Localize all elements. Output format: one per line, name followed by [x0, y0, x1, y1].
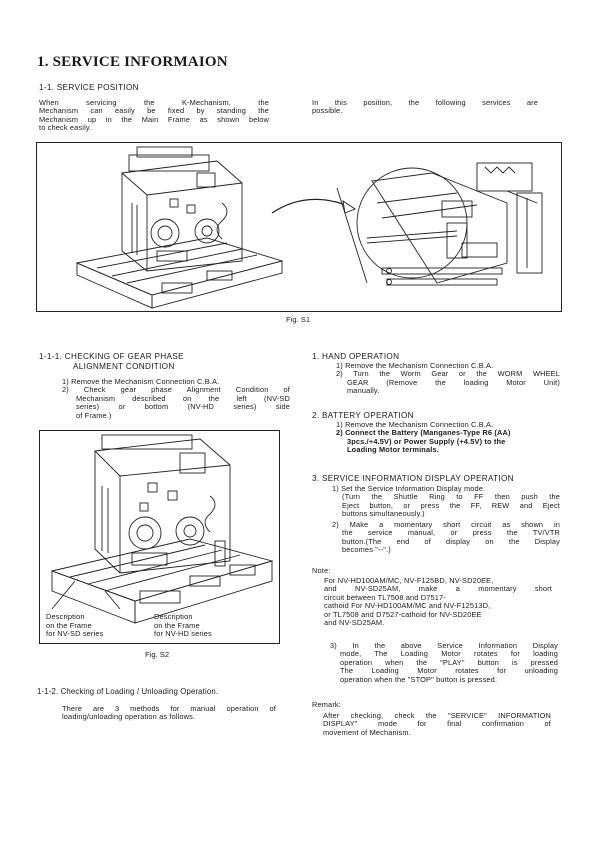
- note-line: and NV-SD25AM, make a momentary short: [324, 584, 552, 594]
- remark-paragraph: [323, 712, 551, 737]
- step-item: 1) Remove the Mechanism Connection C.B.A.: [336, 361, 494, 370]
- step-item: Eject button, or press the FF, REW and Eject: [342, 500, 560, 510]
- label-line: on the Frame: [154, 620, 200, 630]
- remark-line: After checking, check the "SERVICE" INFORMATION: [323, 711, 551, 720]
- step-item: Loading Motor terminals.: [347, 445, 439, 455]
- label-description-nv-hd: [154, 613, 212, 639]
- step-item: series) or bottom (NV-HD series) side: [76, 402, 290, 412]
- service-position-paragraph: [39, 99, 269, 133]
- figure-s1: [36, 142, 562, 312]
- note-line: circuit between TL7508 and D7517-: [324, 592, 446, 602]
- text-line: Mechanism up in the Main Frame as shown below: [39, 114, 269, 124]
- remark-label: Remark:: [312, 700, 341, 709]
- text-line: to check easily.: [39, 123, 92, 133]
- step-item: 2) Make a momentary short circuit as shown in: [332, 520, 560, 529]
- step-item: 3pcs./+4.5V) or Power Supply (+4.5V) to the: [347, 436, 506, 446]
- step-item: 1) Remove the Mechanism Connection C.B.A.: [62, 377, 220, 386]
- battery-operation-heading: 2. BATTERY OPERATION: [312, 411, 414, 420]
- step-item: becomes "--".): [342, 545, 391, 555]
- gear-phase-steps: [62, 378, 290, 420]
- note-paragraph: [324, 577, 552, 627]
- step-item: (Turn the Shuttle Ring to FF then push the: [342, 492, 560, 502]
- text-line: loading/unloading operation as follows.: [62, 712, 196, 722]
- label-line: for NV-HD series: [154, 629, 212, 639]
- step-item: The Loading Motor rotates for unloading: [340, 666, 558, 676]
- battery-operation-steps: [336, 421, 560, 455]
- text-line: possible.: [312, 106, 343, 116]
- loading-paragraph: [62, 705, 276, 722]
- label-line: Description: [46, 612, 85, 621]
- mechanism-service-position-illustration: [37, 143, 561, 311]
- remark-line: DISPLAY" mode for final confirmation of: [323, 719, 551, 729]
- step-item: mode, The Loading Motor rotates for loading: [340, 649, 558, 659]
- step-item: 2) Check gear phase Alignment Condition of: [62, 385, 290, 395]
- step-item: buttons simultaneously.): [342, 509, 425, 519]
- step-item: 2) Turn the Worm Gear or the WORM WHEEL: [336, 369, 560, 379]
- heading-line: 1-1-1. CHECKING OF GEAR PHASE: [39, 352, 184, 361]
- note-line: cathoid For NV-HD100AM/MC and NV-F12513D,: [324, 601, 491, 611]
- text-line: When servicing the K-Mechanism, the: [39, 98, 269, 107]
- remark-line: movement of Mechanism.: [323, 727, 411, 737]
- step-item: 2) Connect the Battery (Manganes-Type R6 (AA): [336, 428, 511, 438]
- hand-operation-heading: 1. HAND OPERATION: [312, 352, 400, 361]
- display-operation-step3: [330, 642, 558, 684]
- step-item: of Frame.): [76, 410, 112, 420]
- note-label: Note:: [312, 566, 331, 575]
- step-item: operation when the "STOP" button is pressed.: [340, 674, 498, 684]
- figure-s2: [39, 430, 280, 644]
- label-line: for NV-SD series: [46, 629, 104, 639]
- figure-s2-caption: Fig. S2: [145, 650, 170, 659]
- display-operation-heading: 3. SERVICE INFORMATION DISPLAY OPERATION: [312, 474, 514, 483]
- label-line: Description: [154, 612, 193, 621]
- note-line: and NV-SD25AM.: [324, 618, 385, 628]
- display-operation-step2: [332, 521, 560, 555]
- display-operation-step1: [332, 485, 560, 519]
- note-line: or TL7508 and D7527-cathoid for NV-SD20EE: [324, 609, 482, 619]
- label-line: on the Frame: [46, 620, 92, 630]
- hand-operation-steps: [336, 362, 560, 396]
- note-line: For NV-HD100AM/MC, NV-F125BD, NV-SD20EE,: [324, 576, 494, 585]
- step-item: the service manual, or press the TV/VTR: [342, 528, 560, 538]
- step-item: operation when the "PLAY" button is pressed: [340, 657, 558, 667]
- section-heading-gear-phase: [39, 352, 184, 371]
- text-line: In this position, the following services are: [312, 98, 538, 107]
- step-item: Mechanism described on the left (NV-SD: [76, 393, 290, 403]
- step-item: manually.: [347, 386, 380, 396]
- step-item: button.(The end of display on the Display: [342, 536, 560, 546]
- page-title: 1. SERVICE INFORMAION: [37, 54, 228, 70]
- step-item: 1) Set the Service Information Display mode.: [332, 484, 486, 493]
- heading-line: ALIGNMENT CONDITION: [73, 361, 175, 371]
- step-item: 1) Remove the Mechanism Connection C.B.A.: [336, 420, 494, 429]
- text-line: Mechanism can easily be fixed by standing the: [39, 106, 269, 116]
- section-heading-service-position: 1-1. SERVICE POSITION: [39, 83, 139, 92]
- label-description-nv-sd: [46, 613, 103, 639]
- step-item: 3) In the above Service Information Display: [330, 641, 558, 650]
- text-line: There are 3 methods for manual operation of: [62, 704, 276, 713]
- figure-s1-caption: Fig. S1: [286, 315, 311, 324]
- service-position-right-paragraph: [312, 99, 538, 116]
- step-item: GEAR (Remove the loading Motor Unit): [347, 377, 560, 387]
- section-heading-loading: 1-1-2. Checking of Loading / Unloading Operation.: [37, 687, 219, 696]
